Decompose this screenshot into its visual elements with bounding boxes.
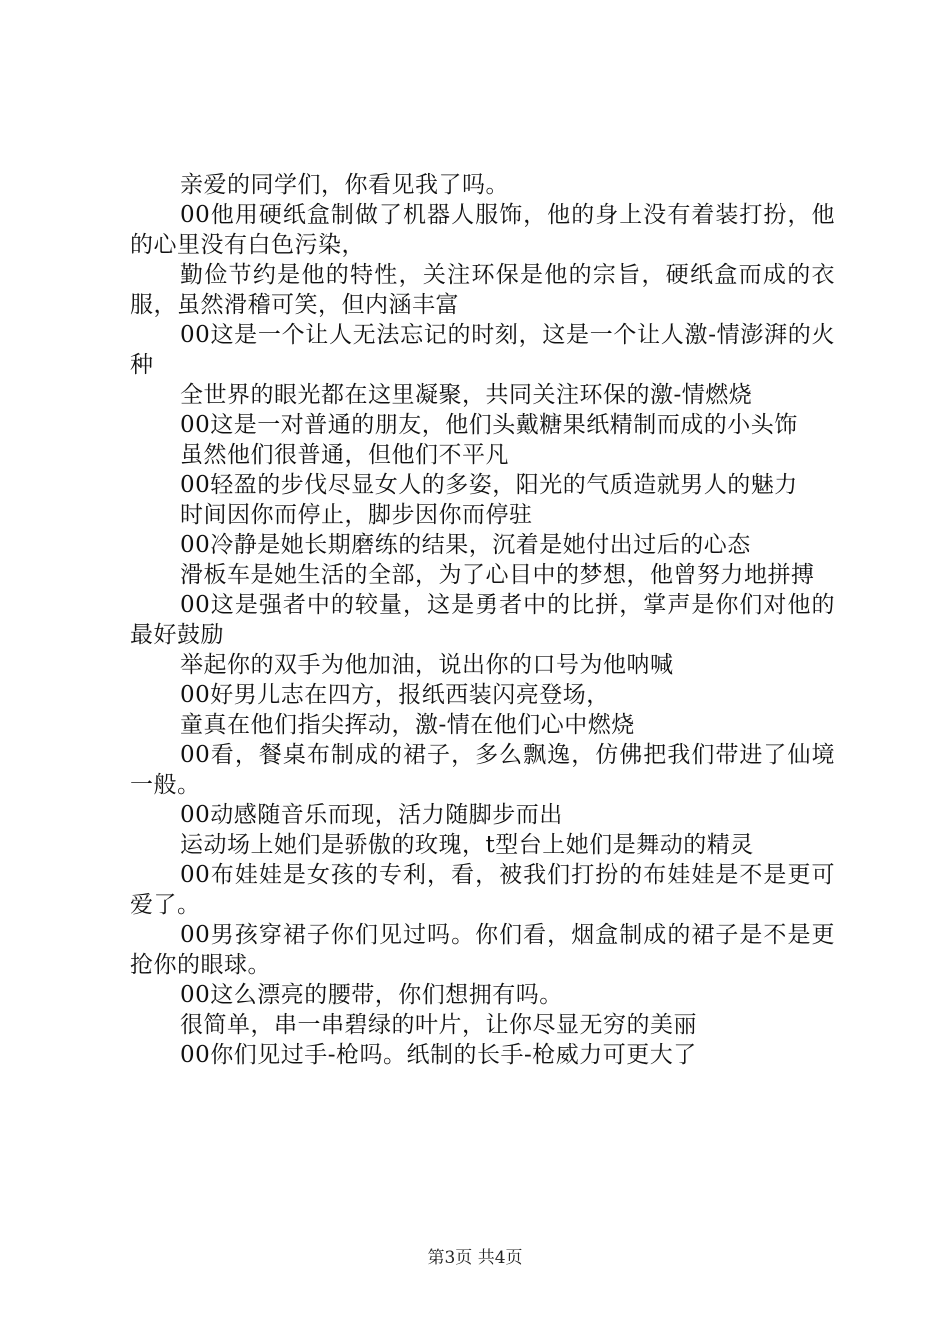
- paragraph-7: 虽然他们很普通，但他们不平凡: [180, 442, 509, 468]
- paragraph-3: 勤俭节约是他的特性，关注环保是他的宗旨，硬纸盒而成的衣服，虽然滑稽可笑，但内涵丰富: [130, 262, 835, 318]
- paragraph-1: 亲爱的同学们，你看见我了吗。: [180, 172, 509, 198]
- paragraph-6: 00这是一对普通的朋友，他们头戴糖果纸精制而成的小头饰: [180, 412, 798, 438]
- paragraph-11: 滑板车是她生活的全部，为了心目中的梦想，他曾努力地拼搏: [180, 562, 815, 588]
- paragraph-2: 00他用硬纸盒制做了机器人服饰，他的身上没有着装打扮，他的心里没有白色污染，: [130, 202, 835, 258]
- paragraph-16: 00看，餐桌布制成的裙子，多么飘逸，仿佛把我们带进了仙境一般。: [130, 742, 835, 798]
- paragraph-10: 00冷静是她长期磨练的结果，沉着是她付出过后的心态: [180, 532, 751, 558]
- paragraph-22: 很简单，串一串碧绿的叶片，让你尽显无穷的美丽: [180, 1012, 697, 1038]
- paragraph-13: 举起你的双手为他加油，说出你的口号为他呐喊: [180, 652, 674, 678]
- paragraph-17: 00动感随音乐而现，活力随脚步而出: [180, 802, 563, 828]
- paragraph-8: 00轻盈的步伐尽显女人的多姿，阳光的气质造就男人的魅力: [180, 472, 798, 498]
- paragraph-14: 00好男儿志在四方，报纸西装闪亮登场，: [180, 682, 610, 708]
- paragraph-4: 00这是一个让人无法忘记的时刻，这是一个让人激-情澎湃的火种: [130, 322, 835, 378]
- paragraph-19: 00布娃娃是女孩的专利，看，被我们打扮的布娃娃是不是更可爱了。: [130, 862, 835, 918]
- document-body: [130, 170, 835, 1070]
- page-number-footer: 第3页 共4页: [427, 1248, 523, 1268]
- paragraph-20: 00男孩穿裙子你们见过吗。你们看，烟盒制成的裙子是不是更抢你的眼球。: [130, 922, 835, 978]
- paragraph-15: 童真在他们指尖挥动，激-情在他们心中燃烧: [180, 712, 635, 738]
- paragraph-5: 全世界的眼光都在这里凝聚，共同关注环保的激-情燃烧: [180, 382, 753, 408]
- paragraph-12: 00这是强者中的较量，这是勇者中的比拼，掌声是你们对他的最好鼓励: [130, 592, 835, 648]
- paragraph-18: 运动场上她们是骄傲的玫瑰，t型台上她们是舞动的精灵: [180, 832, 754, 858]
- paragraph-21: 00这么漂亮的腰带，你们想拥有吗。: [180, 982, 563, 1008]
- paragraph-23: 00你们见过手-枪吗。纸制的长手-枪威力可更大了: [180, 1042, 697, 1068]
- paragraph-9: 时间因你而停止，脚步因你而停驻: [180, 502, 533, 528]
